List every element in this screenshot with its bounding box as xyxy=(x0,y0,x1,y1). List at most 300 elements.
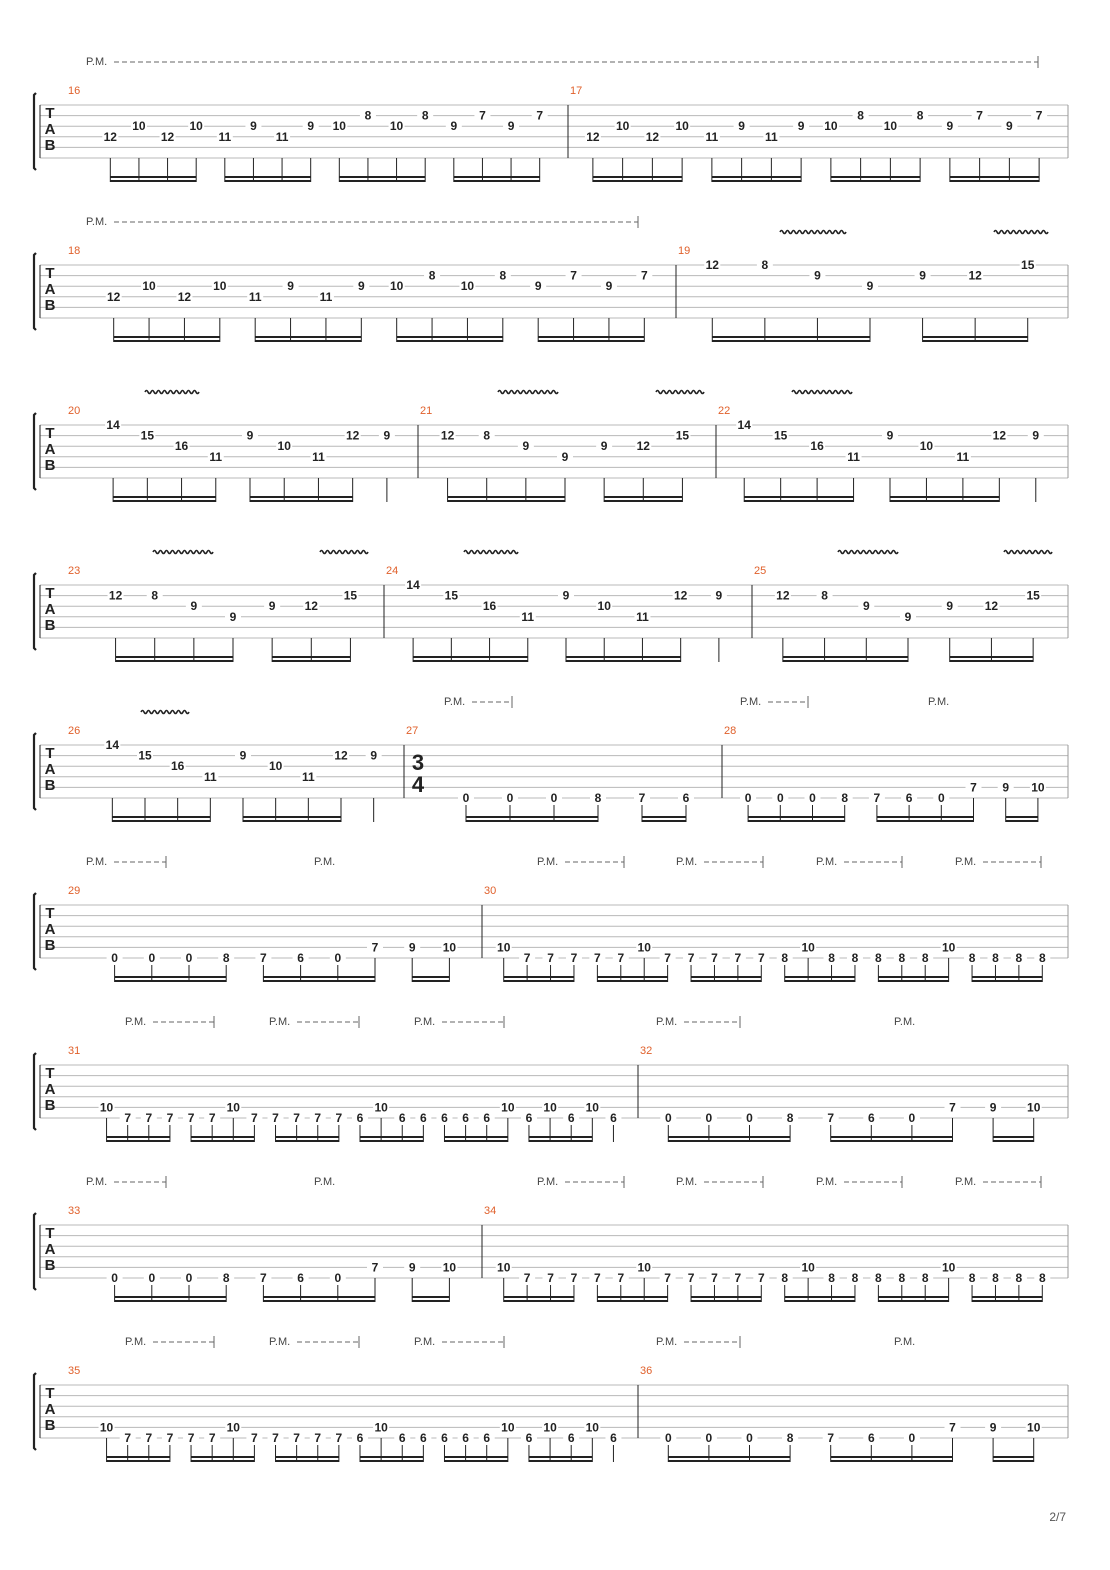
fret-number: 14 xyxy=(737,418,751,432)
fret-number: 10 xyxy=(824,119,838,134)
fret-number: 15 xyxy=(773,428,788,443)
fret-number: 9 xyxy=(561,449,569,464)
fret-number: 9 xyxy=(738,119,745,134)
fret-number: 0 xyxy=(334,1271,342,1285)
tab-system xyxy=(34,1016,1068,1142)
fret-number: 7 xyxy=(260,951,267,965)
fret-number: 10 xyxy=(941,1260,956,1275)
beam xyxy=(783,656,908,658)
beam xyxy=(255,340,361,342)
measure-number: 28 xyxy=(724,725,737,737)
fret-number: 7 xyxy=(594,951,601,965)
fret-number: 10 xyxy=(226,1420,240,1435)
vibrato-mark xyxy=(153,551,213,554)
tab-clef-letter: A xyxy=(44,1401,56,1418)
beam xyxy=(878,1296,948,1298)
fret-number: 7 xyxy=(124,1111,132,1125)
fret-number: 7 xyxy=(827,1111,835,1125)
beam xyxy=(110,180,196,182)
beam xyxy=(668,1456,790,1458)
system-bracket xyxy=(34,1053,36,1130)
measure-number: 26 xyxy=(68,725,81,737)
tab-system xyxy=(34,1336,1068,1462)
fret-number: 12 xyxy=(984,599,999,614)
beam xyxy=(785,980,855,982)
palm-mute-label: P.M. xyxy=(816,1176,838,1188)
fret-number: 9 xyxy=(904,609,912,624)
fret-number: 9 xyxy=(605,279,613,294)
fret-number: 7 xyxy=(687,1271,695,1285)
fret-number: 7 xyxy=(757,1271,765,1285)
palm-mute-label: P.M. xyxy=(955,856,977,868)
fret-number: 12 xyxy=(636,439,650,454)
fret-number: 6 xyxy=(297,951,304,965)
fret-number: 7 xyxy=(617,1271,625,1285)
beam xyxy=(504,1296,574,1298)
palm-mute-label: P.M. xyxy=(656,1016,678,1028)
fret-number: 9 xyxy=(797,119,805,134)
beam xyxy=(923,336,1028,338)
beam xyxy=(1006,820,1038,822)
fret-number: 0 xyxy=(908,1111,916,1125)
tab-clef-letter: B xyxy=(44,937,56,954)
beam xyxy=(263,1300,375,1302)
beam xyxy=(360,1460,423,1462)
fret-number: 7 xyxy=(617,951,625,965)
time-signature-top: 3 xyxy=(411,750,425,775)
fret-number: 7 xyxy=(371,1260,379,1275)
fret-number: 8 xyxy=(851,1271,859,1285)
beam xyxy=(642,816,686,818)
measure-number: 19 xyxy=(678,245,691,257)
fret-number: 10 xyxy=(332,119,346,134)
fret-number: 11 xyxy=(705,129,719,144)
fret-number: 7 xyxy=(208,1431,216,1445)
time-signature-bottom: 4 xyxy=(411,772,425,797)
fret-number: 11 xyxy=(312,449,325,464)
tab-system xyxy=(34,1176,1068,1302)
measure-number: 23 xyxy=(68,565,81,577)
measure-number: 31 xyxy=(68,1045,81,1057)
beam xyxy=(225,180,311,182)
fret-number: 10 xyxy=(132,119,146,134)
tab-system xyxy=(34,216,1068,342)
fret-number: 10 xyxy=(189,119,203,134)
fret-number: 9 xyxy=(989,1100,997,1115)
measure-number: 18 xyxy=(68,245,81,257)
fret-number: 15 xyxy=(444,588,459,603)
fret-number: 8 xyxy=(1038,1271,1046,1285)
measure-number: 22 xyxy=(718,405,731,417)
vibrato-mark xyxy=(1004,551,1052,554)
fret-number: 9 xyxy=(450,119,458,134)
palm-mute-label: P.M. xyxy=(894,1016,916,1028)
fret-number: 7 xyxy=(145,1431,153,1445)
fret-number: 7 xyxy=(145,1111,153,1125)
fret-number: 8 xyxy=(781,951,789,965)
beam xyxy=(668,1140,790,1142)
tab-system xyxy=(34,856,1068,982)
beam xyxy=(191,1456,254,1458)
beam xyxy=(113,500,216,502)
fret-number: 0 xyxy=(334,951,342,965)
beam xyxy=(831,1136,953,1138)
fret-number: 6 xyxy=(610,1431,617,1445)
palm-mute-label: P.M. xyxy=(537,856,559,868)
fret-number: 10 xyxy=(99,1100,114,1115)
beam xyxy=(454,180,540,182)
fret-number: 10 xyxy=(585,1420,599,1435)
fret-number: 9 xyxy=(562,588,570,603)
beam xyxy=(529,1456,592,1458)
fret-number: 9 xyxy=(534,279,542,294)
beam xyxy=(263,980,375,982)
fret-number: 11 xyxy=(636,609,649,624)
beam xyxy=(243,820,341,822)
tab-clef-letter: A xyxy=(44,1081,56,1098)
fret-number: 9 xyxy=(307,119,315,134)
fret-number: 8 xyxy=(483,428,491,443)
fret-number: 12 xyxy=(103,129,117,144)
fret-number: 10 xyxy=(675,119,689,134)
beam xyxy=(360,1136,423,1138)
beam xyxy=(923,340,1028,342)
beam xyxy=(412,976,449,978)
fret-number: 9 xyxy=(1006,119,1013,134)
fret-number: 11 xyxy=(956,449,970,464)
tab-clef-letter: T xyxy=(45,585,55,602)
fret-number: 7 xyxy=(570,951,578,965)
fret-number: 12 xyxy=(177,289,192,304)
beam xyxy=(831,1456,953,1458)
beam xyxy=(107,1136,170,1138)
beam xyxy=(1006,816,1038,818)
fret-number: 10 xyxy=(801,940,815,955)
beam xyxy=(191,1140,254,1142)
tab-system xyxy=(34,56,1068,182)
beam xyxy=(112,816,210,818)
tab-system xyxy=(34,696,1068,822)
fret-number: 9 xyxy=(250,119,257,134)
beam xyxy=(993,1460,1034,1462)
fret-number: 7 xyxy=(536,108,544,123)
fret-number: 7 xyxy=(757,951,765,965)
fret-number: 7 xyxy=(976,108,983,123)
fret-number: 0 xyxy=(705,1431,713,1445)
palm-mute-label: P.M. xyxy=(894,1336,916,1348)
tab-clef-letter: T xyxy=(45,745,55,762)
fret-number: 10 xyxy=(389,119,404,134)
beam xyxy=(276,1140,339,1142)
beam xyxy=(444,1460,507,1462)
vibrato-mark xyxy=(320,551,368,554)
tab-clef-letter: A xyxy=(44,601,56,618)
fret-number: 7 xyxy=(293,1431,300,1445)
palm-mute-label: P.M. xyxy=(314,1176,336,1188)
fret-number: 7 xyxy=(640,268,648,283)
beam xyxy=(276,1460,339,1462)
fret-number: 10 xyxy=(442,1260,457,1275)
fret-number: 10 xyxy=(637,940,651,955)
fret-number: 8 xyxy=(151,588,159,603)
fret-number: 7 xyxy=(734,951,742,965)
fret-number: 8 xyxy=(1015,1271,1023,1285)
beam xyxy=(412,1300,449,1302)
fret-number: 10 xyxy=(374,1420,388,1435)
fret-number: 7 xyxy=(208,1111,216,1125)
beam xyxy=(972,980,1042,982)
beam xyxy=(412,1296,449,1298)
fret-number: 15 xyxy=(343,588,358,603)
palm-mute-label: P.M. xyxy=(676,856,698,868)
beam xyxy=(950,660,1033,662)
beam xyxy=(466,820,598,822)
fret-number: 6 xyxy=(462,1111,469,1125)
fret-number: 6 xyxy=(420,1111,427,1125)
fret-number: 10 xyxy=(585,1100,599,1115)
beam xyxy=(878,976,948,978)
beam xyxy=(113,496,216,498)
measure-number: 36 xyxy=(640,1365,653,1377)
tab-clef-letter: B xyxy=(44,1097,56,1114)
fret-number: 7 xyxy=(687,951,695,965)
fret-number: 0 xyxy=(664,1111,672,1125)
tab-clef-letter: B xyxy=(44,457,56,474)
fret-number: 14 xyxy=(406,578,420,592)
palm-mute-label: P.M. xyxy=(676,1176,698,1188)
system-bracket xyxy=(34,573,36,650)
beam xyxy=(831,1140,953,1142)
palm-mute-label: P.M. xyxy=(444,696,466,708)
palm-mute-label: P.M. xyxy=(816,856,838,868)
beam xyxy=(263,976,375,978)
beam xyxy=(397,340,503,342)
beam xyxy=(950,656,1033,658)
tab-clef-letter: A xyxy=(44,921,56,938)
beam xyxy=(712,336,870,338)
fret-number: 11 xyxy=(765,129,778,144)
fret-number: 12 xyxy=(160,129,175,144)
fret-number: 9 xyxy=(600,439,608,454)
fret-number: 0 xyxy=(148,951,156,965)
system-bracket xyxy=(34,893,36,970)
palm-mute-label: P.M. xyxy=(414,1336,436,1348)
system-bracket xyxy=(34,1213,36,1290)
fret-number: 15 xyxy=(140,428,155,443)
fret-number: 10 xyxy=(1027,1420,1041,1435)
tab-system xyxy=(34,551,1068,663)
beam xyxy=(114,340,220,342)
fret-number: 12 xyxy=(440,428,455,443)
beam xyxy=(448,500,565,502)
beam xyxy=(783,660,908,662)
fret-number: 10 xyxy=(615,119,630,134)
fret-number: 7 xyxy=(293,1111,300,1125)
beam xyxy=(504,980,574,982)
fret-number: 7 xyxy=(166,1431,174,1445)
palm-mute-label: P.M. xyxy=(86,216,108,228)
fret-number: 12 xyxy=(334,748,348,763)
beam xyxy=(413,660,528,662)
fret-number: 6 xyxy=(867,1111,875,1125)
beam xyxy=(107,1456,170,1458)
fret-number: 10 xyxy=(941,940,956,955)
beam xyxy=(593,176,682,178)
fret-number: 9 xyxy=(408,940,416,955)
beam xyxy=(744,500,853,502)
fret-number: 9 xyxy=(862,599,870,614)
fret-number: 9 xyxy=(507,119,515,134)
fret-number: 10 xyxy=(277,439,291,454)
beam xyxy=(831,180,920,182)
beam xyxy=(878,1300,948,1302)
beam xyxy=(890,496,999,498)
fret-number: 0 xyxy=(550,791,558,805)
fret-number: 8 xyxy=(222,951,230,965)
fret-number: 8 xyxy=(786,1111,794,1125)
fret-number: 8 xyxy=(786,1431,794,1445)
beam xyxy=(597,1296,667,1298)
fret-number: 0 xyxy=(506,791,514,805)
beam xyxy=(744,496,853,498)
fret-number: 8 xyxy=(499,268,507,283)
beam xyxy=(272,660,350,662)
tab-clef-letter: A xyxy=(44,281,56,298)
beam xyxy=(712,340,870,342)
fret-number: 12 xyxy=(968,268,982,283)
fret-number: 10 xyxy=(597,599,611,614)
fret-number: 7 xyxy=(272,1431,279,1445)
beam xyxy=(691,1300,761,1302)
fret-number: 15 xyxy=(1021,258,1035,272)
fret-number: 9 xyxy=(408,1260,416,1275)
fret-number: 7 xyxy=(734,1271,742,1285)
fret-number: 7 xyxy=(335,1431,343,1445)
beam xyxy=(115,1296,227,1298)
measure-number: 35 xyxy=(68,1365,81,1377)
palm-mute-label: P.M. xyxy=(125,1016,147,1028)
fret-number: 8 xyxy=(968,951,976,965)
fret-number: 15 xyxy=(675,428,690,443)
beam xyxy=(116,660,233,662)
beam xyxy=(877,816,974,818)
fret-number: 7 xyxy=(1035,108,1043,123)
fret-number: 9 xyxy=(1032,428,1040,443)
measure-number: 24 xyxy=(386,565,399,577)
tab-clef-letter: T xyxy=(45,425,55,442)
fret-number: 6 xyxy=(567,1111,575,1125)
fret-number: 10 xyxy=(637,1260,651,1275)
beam xyxy=(263,1296,375,1298)
beam xyxy=(339,176,425,178)
fret-number: 10 xyxy=(801,1260,815,1275)
fret-number: 7 xyxy=(664,951,671,965)
palm-mute-label: P.M. xyxy=(537,1176,559,1188)
fret-number: 11 xyxy=(847,449,860,464)
beam xyxy=(691,1296,761,1298)
beam xyxy=(115,976,227,978)
fret-number: 9 xyxy=(246,428,254,443)
beam xyxy=(890,500,999,502)
fret-number: 10 xyxy=(497,940,511,955)
measure-number: 21 xyxy=(420,405,433,417)
system-bracket xyxy=(34,733,36,810)
fret-number: 6 xyxy=(462,1431,469,1445)
beam xyxy=(444,1136,507,1138)
beam xyxy=(831,1460,953,1462)
fret-number: 7 xyxy=(638,791,646,805)
fret-number: 8 xyxy=(222,1271,230,1285)
fret-number: 12 xyxy=(304,599,318,614)
fret-number: 7 xyxy=(187,1111,195,1125)
tab-clef-letter: B xyxy=(44,777,56,794)
fret-number: 10 xyxy=(99,1420,114,1435)
beam xyxy=(950,176,1039,178)
vibrato-mark xyxy=(780,231,846,234)
palm-mute-label: P.M. xyxy=(86,56,108,68)
fret-number: 14 xyxy=(105,738,120,752)
fret-number: 8 xyxy=(828,951,835,965)
fret-number: 8 xyxy=(898,1271,906,1285)
fret-number: 6 xyxy=(525,1431,533,1445)
measure-number: 20 xyxy=(68,405,81,417)
fret-number: 0 xyxy=(664,1431,672,1445)
fret-number: 8 xyxy=(916,108,924,123)
beam xyxy=(107,1140,170,1142)
beam xyxy=(339,180,425,182)
beam xyxy=(107,1460,170,1462)
fret-number: 10 xyxy=(497,1260,511,1275)
fret-number: 0 xyxy=(746,1111,753,1125)
beam xyxy=(597,1300,667,1302)
vibrato-mark xyxy=(838,551,898,554)
fret-number: 0 xyxy=(148,1271,156,1285)
system-bracket xyxy=(34,413,36,490)
fret-number: 7 xyxy=(547,1271,554,1285)
fret-number: 8 xyxy=(992,1271,999,1285)
fret-number: 7 xyxy=(949,1420,956,1435)
fret-number: 8 xyxy=(781,1271,789,1285)
fret-number: 0 xyxy=(111,1271,118,1285)
vibrato-mark xyxy=(464,551,518,554)
fret-number: 6 xyxy=(420,1431,427,1445)
fret-number: 6 xyxy=(905,791,913,805)
fret-number: 0 xyxy=(937,791,945,805)
fret-number: 11 xyxy=(319,289,333,304)
fret-number: 7 xyxy=(272,1111,279,1125)
tab-clef-letter: T xyxy=(45,1225,55,1242)
beam xyxy=(642,820,686,822)
fret-number: 10 xyxy=(142,279,156,294)
beam xyxy=(114,336,220,338)
fret-number: 11 xyxy=(275,129,289,144)
beam xyxy=(115,980,227,982)
beam xyxy=(972,1296,1042,1298)
palm-mute-label: P.M. xyxy=(269,1016,291,1028)
beam xyxy=(397,336,503,338)
palm-mute-label: P.M. xyxy=(740,696,762,708)
measure-number: 32 xyxy=(640,1045,653,1057)
fret-number: 8 xyxy=(875,951,882,965)
beam xyxy=(116,656,233,658)
fret-number: 10 xyxy=(1027,1100,1041,1115)
system-bracket xyxy=(34,93,36,170)
system-bracket xyxy=(34,253,36,330)
tab-clef-letter: A xyxy=(44,761,56,778)
beam xyxy=(878,980,948,982)
vibrato-mark xyxy=(498,391,558,394)
beam xyxy=(529,1460,592,1462)
